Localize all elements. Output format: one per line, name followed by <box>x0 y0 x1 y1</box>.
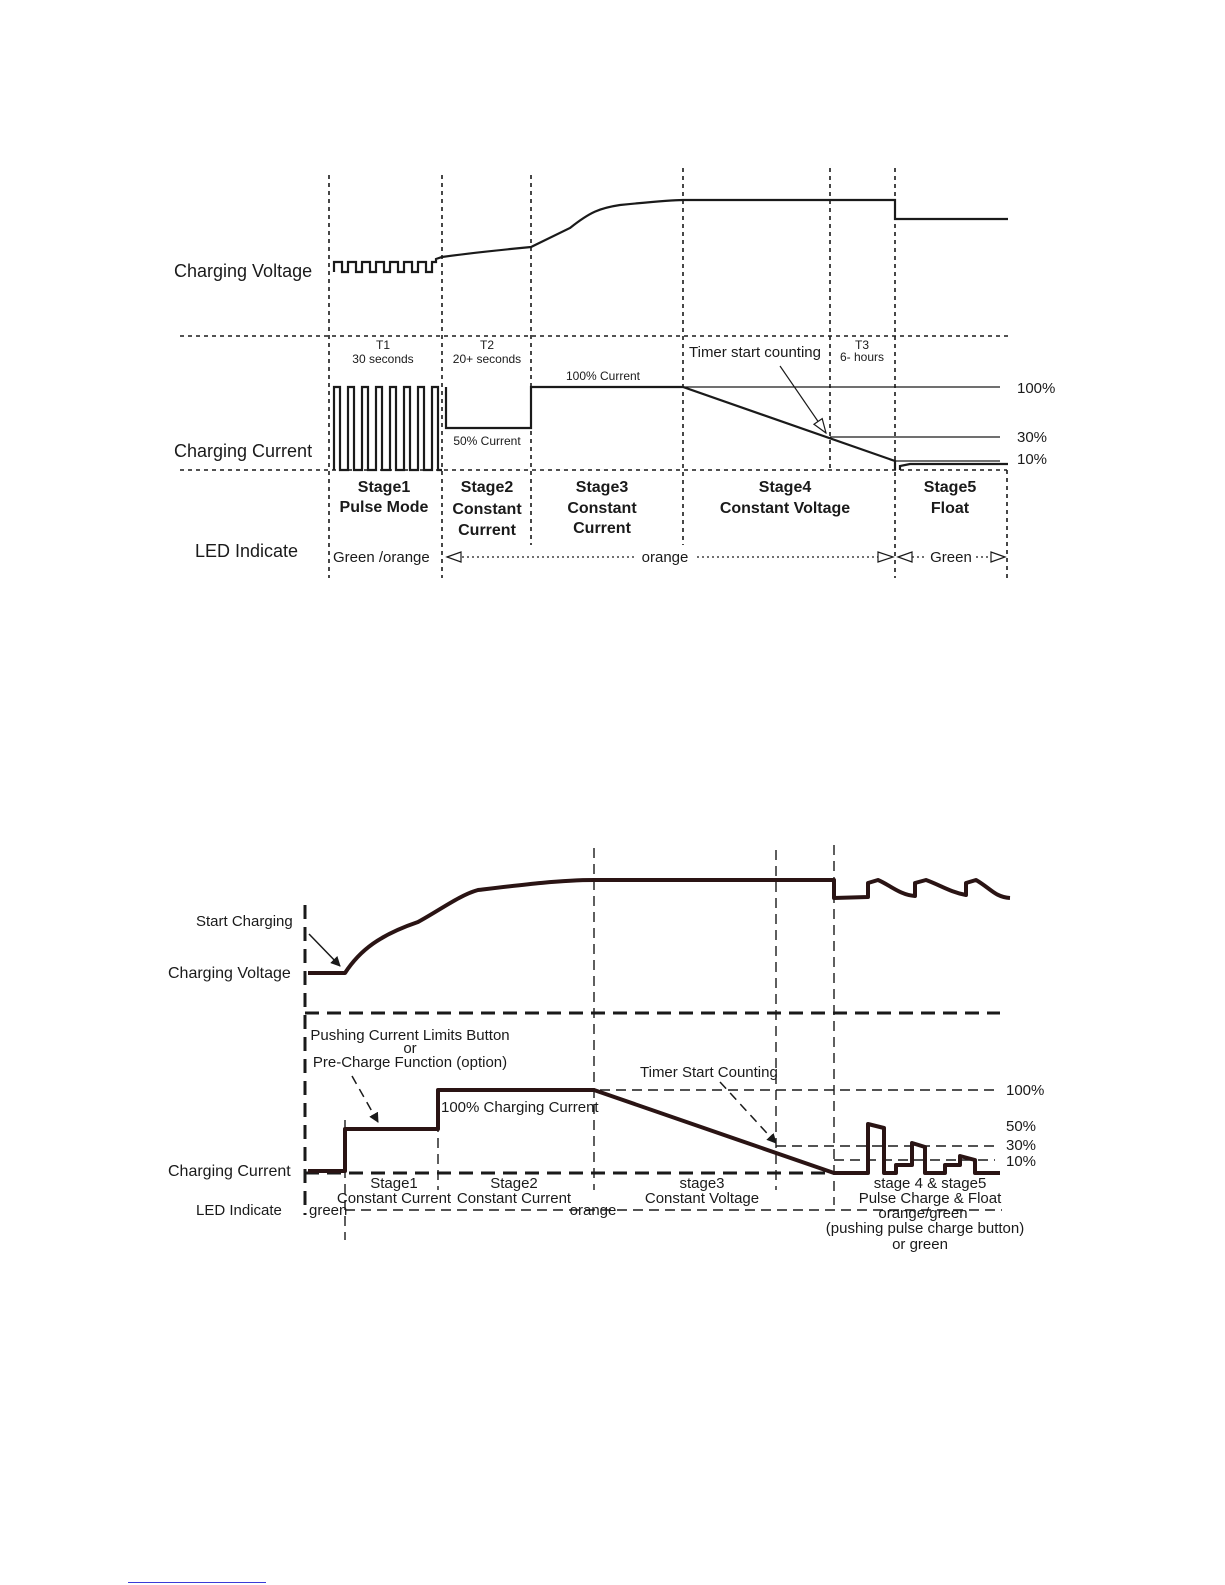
d1-stage1-desc: Pulse Mode <box>339 499 429 516</box>
d1-stage5-title: Stage5 <box>923 479 977 496</box>
d2-stage45-desc: Pulse Charge & Float <box>858 1190 1002 1207</box>
d1-stage4-title: Stage4 <box>758 479 812 496</box>
d1-pct-100: 100% <box>1017 380 1056 397</box>
d1-t2-name: T2 <box>479 338 495 352</box>
d1-timer-label: Timer start counting <box>689 344 821 361</box>
d2-charging-100-label: 100% Charging Current <box>441 1099 599 1116</box>
d2-pct-10: 10% <box>1006 1153 1037 1170</box>
footer-link-underline <box>128 1582 266 1583</box>
d2-stage1-title: Stage1 <box>370 1175 418 1192</box>
d1-led-arrowhead-left <box>447 552 461 562</box>
d1-t3-name: T3 <box>854 338 870 352</box>
d1-led-green-orange: Green /orange <box>333 549 430 566</box>
d1-led-label: LED Indicate <box>195 541 299 561</box>
d2-led-og-line1: orange/green <box>878 1205 968 1222</box>
d2-push-line3: Pre-Charge Function (option) <box>312 1054 508 1071</box>
d1-led-arrowhead-right <box>878 552 893 562</box>
d1-stage4-desc: Constant Voltage <box>719 500 851 517</box>
d2-current-label: Charging Current <box>168 1163 291 1180</box>
d2-stage3-desc: Constant Voltage <box>644 1190 760 1207</box>
d2-stage3-title: stage3 <box>679 1175 725 1192</box>
d1-voltage-curve <box>334 200 1008 272</box>
d1-led-arrowhead-green-right <box>991 552 1005 562</box>
diagram-2-pulse-float <box>168 845 1044 1253</box>
d2-led-label: LED Indicate <box>196 1202 282 1219</box>
d1-stage3-title: Stage3 <box>575 479 629 496</box>
d2-led-og-line2: (pushing pulse charge button) <box>825 1220 1025 1237</box>
d2-push-arrow <box>352 1076 378 1122</box>
d2-stage1-desc: Constant Current <box>336 1190 452 1207</box>
d2-pct-30: 30% <box>1006 1137 1037 1154</box>
d1-current-curve <box>334 387 1008 470</box>
d2-stage2-desc: Constant Current <box>456 1190 572 1207</box>
d2-voltage-label: Charging Voltage <box>168 965 291 982</box>
d1-stage3-desc2: Current <box>573 520 631 537</box>
d2-pct-100: 100% <box>1006 1082 1045 1099</box>
d2-timer-arrow <box>720 1082 776 1143</box>
d2-start-arrow <box>309 934 340 966</box>
d1-voltage-label: Charging Voltage <box>174 261 313 281</box>
d1-stage2-title: Stage2 <box>460 479 514 496</box>
d1-pct-30: 30% <box>1017 429 1048 446</box>
d1-stage-dividers <box>329 168 1007 578</box>
d1-t2-time: 20+ seconds <box>452 352 522 366</box>
d1-t1-time: 30 seconds <box>352 352 414 366</box>
d2-push-line1: Pushing Current Limits Button <box>310 1027 510 1044</box>
d1-current-100-label: 100% Current <box>565 369 641 383</box>
d2-voltage-curve <box>308 880 1010 973</box>
d1-stage2-desc2: Current <box>458 522 516 539</box>
d1-current-50-label: 50% Current <box>453 434 521 448</box>
d2-timer-label: Timer Start Counting <box>640 1064 778 1081</box>
d1-current-label: Charging Current <box>174 441 313 461</box>
d2-stage2-title: Stage2 <box>490 1175 538 1192</box>
d2-start-label: Start Charging <box>196 913 293 930</box>
diagram-1-five-stage <box>174 168 1055 578</box>
d2-pct-50: 50% <box>1006 1118 1037 1135</box>
d1-led-arrowhead-green-left <box>898 552 912 562</box>
d2-led-orange: orange <box>569 1202 617 1219</box>
d1-stage3-desc1: Constant <box>567 500 637 517</box>
d1-led-green: Green <box>930 549 972 566</box>
d1-stage5-desc: Float <box>930 500 970 517</box>
d1-t1-name: T1 <box>375 338 391 352</box>
d1-pct-10: 10% <box>1017 451 1048 468</box>
d2-led-og-line3: or green <box>892 1236 948 1253</box>
d2-stage45-title: stage 4 & stage5 <box>873 1175 987 1192</box>
d2-led-green: green <box>309 1202 348 1219</box>
d2-current-curve <box>308 1090 1000 1173</box>
d1-stage2-desc1: Constant <box>452 501 522 518</box>
d1-t3-time: 6- hours <box>839 350 885 364</box>
d1-stage1-title: Stage1 <box>357 479 411 496</box>
d2-push-line2: or <box>403 1040 417 1057</box>
d1-led-orange: orange <box>641 549 689 566</box>
